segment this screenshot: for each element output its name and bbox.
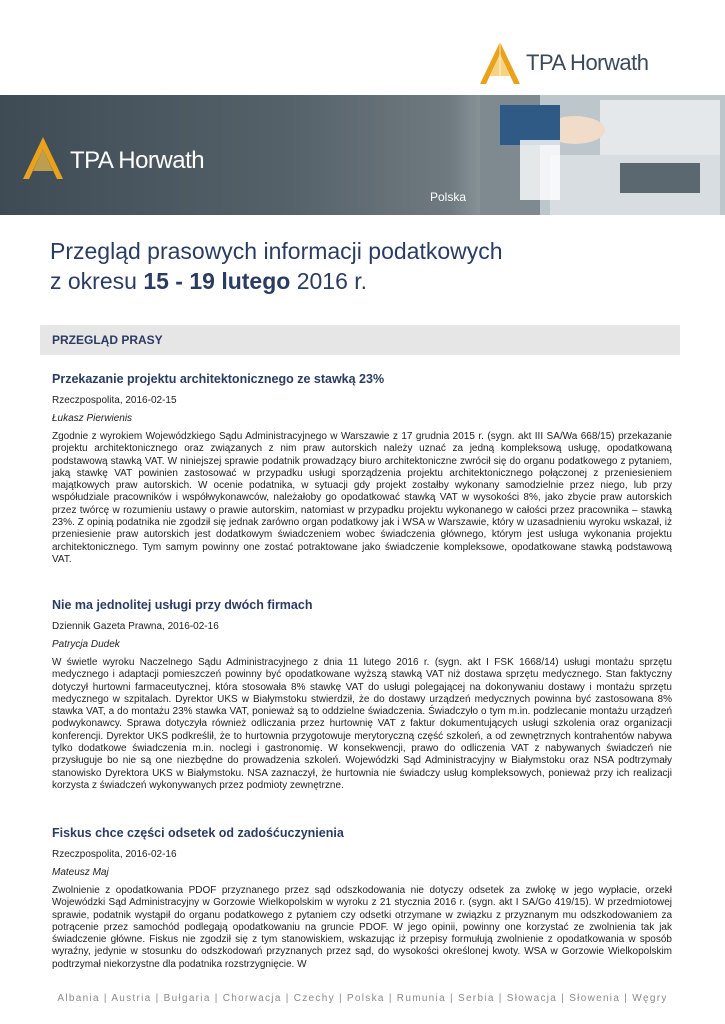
article-body: W świetle wyroku Naczelnego Sądu Administracyjnego z dnia 11 lutego 2016 r. (sygn. akt I FSK 1668/14) usługi montażu sprzętu medycznego i adaptacji pomieszczeń powinny być opodatkowane wyższą stawką VAT niż dostawa sprzętu medycznego. Stan faktyczny dotyczył hurtowni farmaceutycznej, która stosowała 8% stawkę VAT do usługi polegającej na dokonywaniu dostawy i montażu sprzętu medycznego w szpitalach. Dyrektor UKS w Białymstoku stwierdził, że do dostawy urządzeń medycznych powinna być zastosowana 8% stawka VAT, a do montażu 23% stawka VAT, ponieważ są to oddzielne świadczenia. Świadczyło o tym m.in. podzlecanie montażu urządzeń podwykonawcy. Sprawa dotyczyła również odliczania przez hurtownię VAT z faktur dokumentujących usługi szkolenia oraz organizacji konferencji. Dyrektor UKS podkreślił, że to hurtownia przygotowuje merytoryczną część szkoleń, a od zewnętrznych kontrahentów nabywa tylko dodatkowe świadczenia m.in. noclegi i gastronomię. W konsekwencji, prawo do odliczenia VAT z nabywanych świadczeń nie przysługuje bo nie są one niezbędne do prowadzenia szkoleń. Wojewódzki Sąd Administracyjny w Białymstoku oraz NSA podtrzymały stanowisko Dyrektora UKS w Białymstoku. NSA zaznaczył, że hurtownia nie świadczy usług kompleksowych, ponieważ przy ich realizacji korzysta z świadczeń wykonywanych przez podmioty zewnętrzne. <box>52 657 672 791</box>
footer-countries: Albania | Austria | Bułgaria | Chorwacja | Czechy | Polska | Rumunia | Serbia | Słowacja | Słowenia | Węgry <box>57 993 668 1004</box>
article-source: Rzeczpospolita, 2016-02-16 <box>52 849 177 860</box>
page-title <box>50 236 503 296</box>
banner-logo-text: TPA Horwath <box>70 147 205 174</box>
title-date-range: 15 - 19 lutego <box>143 268 291 294</box>
article <box>52 598 672 792</box>
article-title: Przekazanie projektu architektonicznego ze stawką 23% <box>52 372 385 386</box>
horwath-triangle-icon <box>478 40 522 86</box>
logo-text: TPA Horwath <box>526 50 649 75</box>
article <box>52 826 672 971</box>
article <box>52 372 672 566</box>
article-author: Łukasz Pierwienis <box>52 413 133 424</box>
header-banner <box>0 95 725 215</box>
title-line2-suffix: 2016 r. <box>290 268 368 294</box>
title-line2-prefix: z okresu <box>50 268 144 294</box>
section-header <box>40 325 680 355</box>
banner-photo <box>480 95 725 215</box>
section-label: PRZEGLĄD PRASY <box>52 333 163 347</box>
article-source: Dziennik Gazeta Prawna, 2016-02-16 <box>52 621 219 632</box>
banner-country: Polska <box>430 190 467 204</box>
article-author: Patrycja Dudek <box>52 639 120 650</box>
article-title: Nie ma jednolitej usługi przy dwóch firmach <box>52 598 313 612</box>
article-source: Rzeczpospolita, 2016-02-15 <box>52 395 177 406</box>
title-line1: Przegląd prasowych informacji podatkowych <box>50 238 503 264</box>
article-body: Zwolnienie z opodatkowania PDOF przyznanego przez sąd odszkodowania nie dotyczy odsetek za zwłokę w jego wypłacie, orzekł Wojewódzki Sąd Administracyjny w Gorzowie Wielkopolskim w wyroku z 21 stycznia 2016 r. (sygn. akt I SA/Go 419/15). W przedmiotowej sprawie, podatnik wystąpił do organu podatkowego z pytaniem czy odsetki otrzymane w związku z przyznanym mu odszkodowaniem za potrącenie przez samochód podlegają opodatkowaniu na gruncie PDOF. W jego opinii, powinny one korzystać ze zwolnienia tak jak świadczenie główne. Fiskus nie zgodził się z tym stanowiskiem, wskazując iż przepisy formułują zwolnienie z opodatkowania w sposób wyraźny, jedynie w stosunku do odszkodowań przyznanych przez sąd, do wysokości określonej kwoty. WSA w Gorzowie Wielkopolskim podtrzymał niekorzystne dla podatnika rozstrzygnięcie. W <box>52 885 672 970</box>
article-body: Zgodnie z wyrokiem Wojewódzkiego Sądu Administracyjnego w Warszawie z 17 grudnia 2015 r. (sygn. akt III SA/Wa 668/15) przekazanie projektu architektonicznego oraz związanych z nim praw autorskich należy uznać za jedną kompleksową usługę, opodatkowaną podstawową stawką VAT. W niniejszej sprawie podatnik prowadzący biuro architektoniczne zwrócił się do organu podatkowego z pytaniem, jaką stawkę VAT powinien zastosować w przypadku usługi sporządzenia projektu architektonicznego połączonej z przeniesieniem majątkowych praw autorskich. W ocenie podatnika, w sytuacji gdy projekt zostałby wykonany samodzielnie przez niego, lub przy współudziale pracowników i współwykonawców, należałoby go opodatkować stawką VAT w wysokości 8%, jako zbycie praw autorskich przez twórcę w rozumieniu ustawy o prawie autorskim, natomiast w przypadku projektu wykonanego w całości przez pracownika – stawką 23%. Z opinią podatnika nie zgodził się jednak zarówno organ podatkowy jak i WSA w Warszawie, który w uzasadnieniu wyroku wskazał, iż przeniesienie praw autorskich jest dodatkowym świadczeniem wobec świadczenia głównego, którym jest usługa wykonania projektu architektonicznego. Tym samym powinny one zostać potraktowane jako świadczenie kompleksowe, opodatkowane stawką podstawową VAT. <box>52 431 672 565</box>
horwath-triangle-icon <box>20 135 66 181</box>
article-author: Mateusz Maj <box>52 867 109 878</box>
article-title: Fiskus chce części odsetek od zadośćuczynienia <box>52 826 344 840</box>
banner-logo <box>20 135 280 185</box>
brand-logo <box>478 40 708 88</box>
